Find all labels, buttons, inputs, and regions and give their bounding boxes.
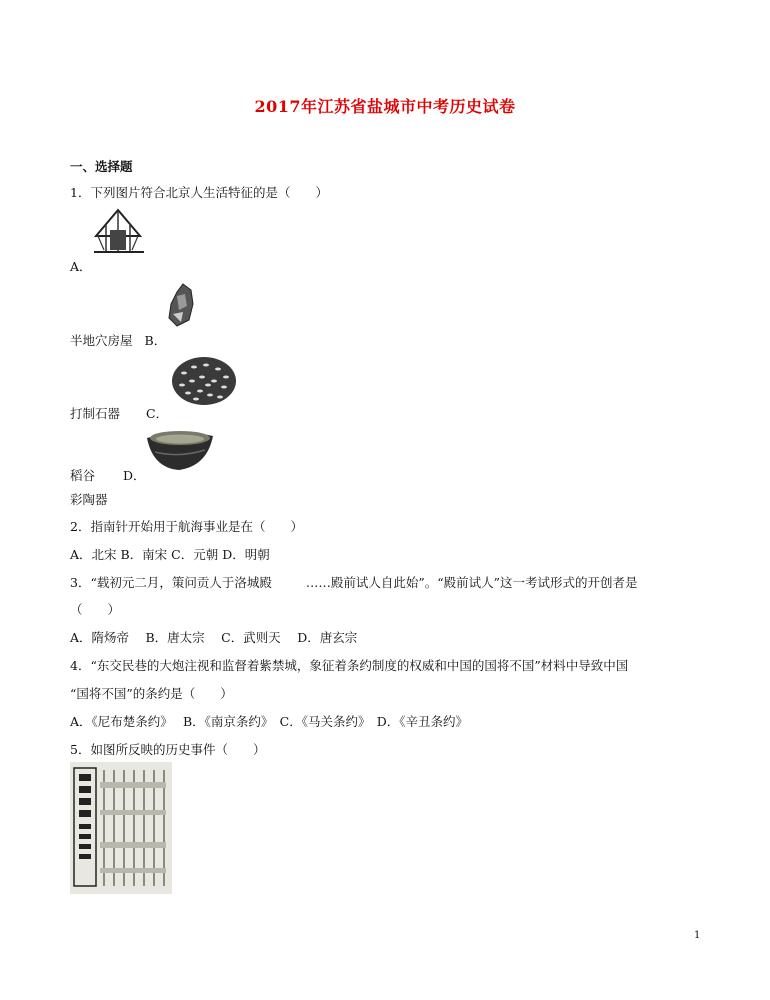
question-2-options: A．北宋 B．南宋 C．元朝 D．明朝	[70, 547, 270, 562]
page-number: 1	[694, 930, 701, 941]
question-3-stem-cont: （ ）	[70, 602, 121, 617]
option-c-caption: 稻谷	[70, 468, 96, 483]
question-3-stem-part2: ……殿前试人自此始”。“殿前试人”这一考试形式的开创者是	[305, 575, 638, 590]
option-c-caption-and-d-label	[70, 466, 146, 484]
question-2-stem: 2．指南针开始用于航海事业是在（ ）	[70, 519, 303, 534]
option-b-caption: 打制石器	[70, 406, 121, 421]
option-d-label: D．	[123, 468, 146, 483]
half-pit-house-icon	[90, 206, 147, 257]
option-a-caption: 半地穴房屋	[70, 333, 133, 348]
stone-tool-icon	[163, 280, 199, 331]
question-4-stem-cont: “国将不国”的条约是（ ）	[70, 686, 233, 701]
document-scan-icon	[70, 762, 172, 894]
pottery-bowl-icon	[143, 426, 217, 474]
question-4-stem: 4．“东交民巷的大炮注视和监督着紫禁城，象征着条约制度的权威和中国的国将不国”材料中导致中国	[70, 658, 629, 673]
question-4-options: A．《尼布楚条约》 B．《南京条约》 C．《马关条约》 D．《辛丑条约》	[70, 714, 469, 729]
question-3-options: A．隋炀帝 B．唐太宗 C．武则天 D．唐玄宗	[70, 630, 358, 645]
rice-grain-icon	[170, 355, 238, 407]
option-d-caption: 彩陶器	[70, 492, 108, 507]
option-c-label: C．	[146, 406, 169, 421]
option-b-label: B．	[144, 333, 167, 348]
option-b-caption-and-c-label	[70, 404, 168, 422]
question-1-stem: 1．下列图片符合北京人生活特征的是（ ）	[70, 185, 328, 200]
section-heading: 一、选择题	[70, 159, 133, 174]
question-3-stem	[70, 573, 638, 591]
exam-title: 2017年江苏省盐城市中考历史试卷	[254, 97, 516, 116]
option-a-label: A．	[70, 259, 92, 274]
question-5-stem: 5．如图所反映的历史事件（ ）	[70, 742, 266, 757]
option-a-caption-and-b-label	[70, 331, 166, 349]
question-3-stem-part1: 3．“载初元二月，策问贡人于洛城殿	[70, 575, 272, 590]
